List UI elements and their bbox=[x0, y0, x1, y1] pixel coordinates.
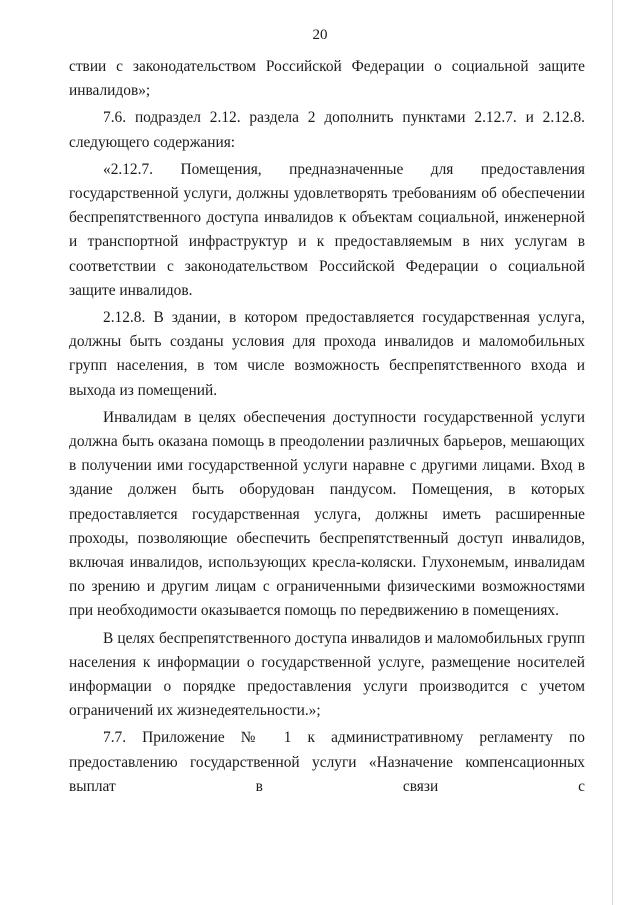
page-number: 20 bbox=[312, 27, 328, 43]
scan-edge-line bbox=[612, 0, 613, 905]
document-body bbox=[69, 55, 585, 799]
paragraph-continuation: ствии с законодательством Российской Федерации о социальной защите инвалидов»; bbox=[69, 58, 585, 100]
paragraph-accessibility-assistance: Инвалидам в целях обеспечения доступности государственной услуги должна быть оказана помощь в преодолении различных барьеров, мешающих в получении ими государственной услуги наравне с другими лицами. Вход в здание должен быть оборудован пандусом. Помещения, в которых предоставляется государственная услуга, должны иметь расширенные проходы, позволяющие обеспечить беспрепятственный доступ инвалидов, включая инвалидов, использующих кресла-коляски. Глухонемым, инвалидам по зрению и другим лицам с ограниченными физическими возможностями при необходимости оказывается помощь по передвижению в помещениях. bbox=[69, 408, 585, 620]
paragraph-2-12-8: 2.12.8. В здании, в котором предоставляется государственная услуга, должны быть созданы условия для прохода инвалидов и маломобильных групп населения, в том числе возможность беспрепятственного входа и выхода из помещений. bbox=[69, 309, 585, 399]
paragraph-7-6: 7.6. подраздел 2.12. раздела 2 дополнить пунктами 2.12.7. и 2.12.8. следующего содержания: bbox=[69, 109, 585, 151]
paragraph-7-7: 7.7. Приложение № 1 к административному регламенту по предоставлению государственной услуги «Назначение компенсационных выплат в связи с bbox=[69, 729, 585, 795]
paragraph-2-12-7: «2.12.7. Помещения, предназначенные для предоставления государственной услуги, должны удовлетворять требованиям об обеспечении беспрепятственного доступа инвалидов к объектам социальной, инженерной и транспортной инфраструктур и к предоставляемым в них услугам в соответствии с законодательством Российской Федерации о социальной защите инвалидов. bbox=[69, 160, 585, 299]
paragraph-information-access: В целях беспрепятственного доступа инвалидов и маломобильных групп населения к информации о государственной услуге, размещение носителей информации о порядке предоставления услуги производится с учетом ограничений их жизнедеятельности.»; bbox=[69, 629, 585, 720]
